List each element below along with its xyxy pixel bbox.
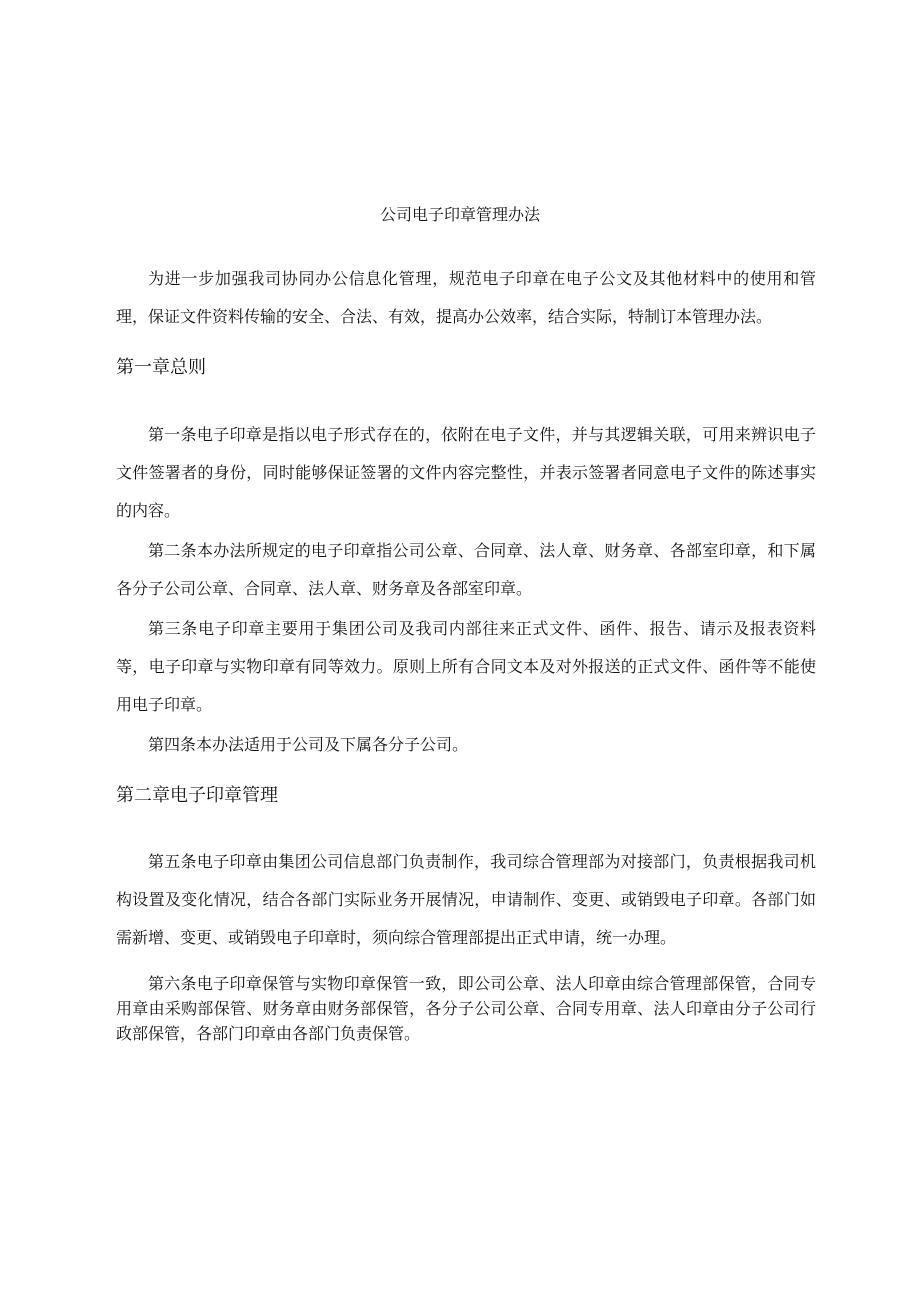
intro-paragraph: 为进一步加强我司协同办公信息化管理，规范电子印章在电子公文及其他材料中的使用和管理，保证文件资料传输的安全、合法、有效，提高办公效率，结合实际，特制订本管理办法。 xyxy=(116,269,816,326)
article-5: 第五条电子印章由集团公司信息部门负责制作，我司综合管理部为对接部门，负责根据我司机构设置及变化情况，结合各部门实际业务开展情况，申请制作、变更、或销毁电子印章。各部门如需新增、变更、或销毁电子印章时，须向综合管理部提出正式申请，统一办理。 xyxy=(116,852,816,947)
chapter-1-heading: 第一章总则 xyxy=(116,357,206,378)
document-title: 公司电子印章管理办法 xyxy=(379,205,540,224)
article-1: 第一条电子印章是指以电子形式存在的，依附在电子文件，并与其逻辑关联，可用来辨识电子文件签署者的身份，同时能够保证签署的文件内容完整性，并表示签署者同意电子文件的陈述事实的内容。 xyxy=(116,425,816,520)
chapter-2-heading: 第二章电子印章管理 xyxy=(116,785,278,806)
article-3: 第三条电子印章主要用于集团公司及我司内部往来正式文件、函件、报告、请示及报表资料等，电子印章与实物印章有同等效力。原则上所有合同文本及对外报送的正式文件、函件等不能使用电子印章。 xyxy=(116,619,816,714)
article-2: 第二条本办法所规定的电子印章指公司公章、合同章、法人章、财务章、各部室印章，和下属各分子公司公章、合同章、法人章、财务章及各部室印章。 xyxy=(116,541,816,598)
article-4: 第四条本办法适用于公司及下属各分子公司。 xyxy=(148,735,469,754)
article-6: 第六条电子印章保管与实物印章保管一致，即公司公章、法人印章由综合管理部保管，合同专用章由采购部保管、财务章由财务部保管，各分子公司公章、合同专用章、法人印章由分子公司行政部保管，各部门印章由各部门负责保管。 xyxy=(116,974,816,1043)
